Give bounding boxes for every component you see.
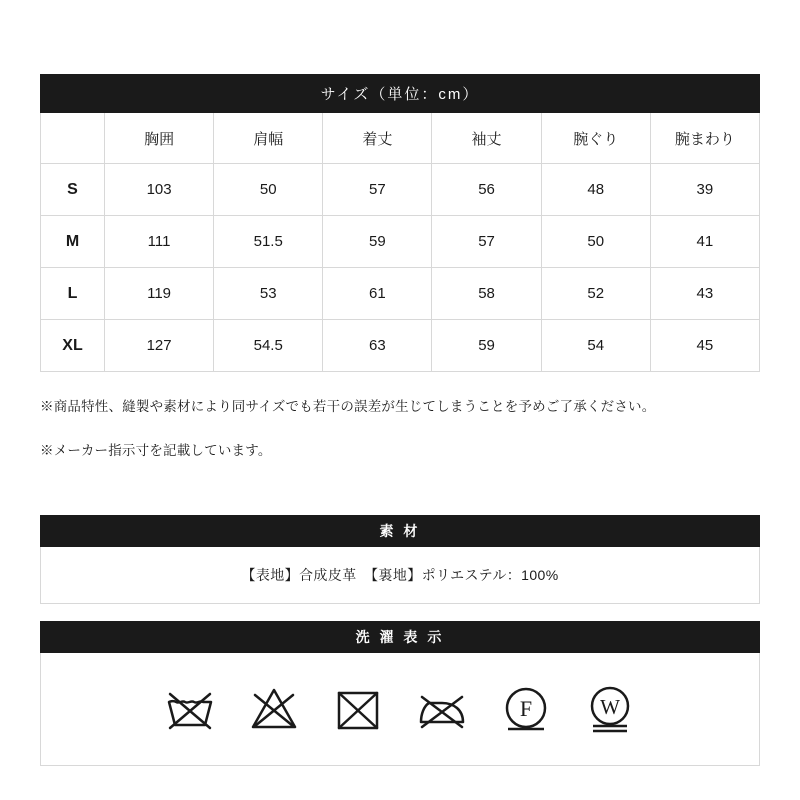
material-section-title: 素 材	[40, 515, 760, 547]
cell-xl-sleeve: 59	[432, 320, 541, 372]
cell-s-sleeve: 56	[432, 164, 541, 216]
svg-text:F: F	[519, 696, 533, 721]
cell-m-length: 59	[323, 216, 432, 268]
cell-l-length: 61	[323, 268, 432, 320]
cell-s-length: 57	[323, 164, 432, 216]
cell-xl-length: 63	[323, 320, 432, 372]
size-label-xl: XL	[41, 320, 105, 372]
cell-xl-armcircumference: 45	[650, 320, 759, 372]
no-bleach-icon	[249, 684, 299, 734]
cell-xl-armhole: 54	[541, 320, 650, 372]
cell-s-armhole: 48	[541, 164, 650, 216]
size-table-header-length: 着丈	[323, 113, 432, 164]
table-row	[41, 320, 760, 372]
size-table-header-sleeve: 袖丈	[432, 113, 541, 164]
note-manufacturer-spec: ※メーカー指示寸を記載しています。	[40, 442, 272, 458]
cell-l-sleeve: 58	[432, 268, 541, 320]
cell-l-armcircumference: 43	[650, 268, 759, 320]
size-table-header-row	[41, 113, 760, 164]
size-table	[40, 74, 760, 372]
cell-l-bust: 119	[105, 268, 214, 320]
size-table-section	[40, 74, 760, 372]
size-table-header-armcircumference: 腕まわり	[650, 113, 759, 164]
size-table-header-bust: 胸囲	[105, 113, 214, 164]
size-table-header-shoulder: 肩幅	[214, 113, 323, 164]
cell-m-sleeve: 57	[432, 216, 541, 268]
cell-m-armhole: 50	[541, 216, 650, 268]
wash-care-section-title: 洗 濯 表 示	[40, 621, 760, 653]
size-label-s: S	[41, 164, 105, 216]
cell-l-shoulder: 53	[214, 268, 323, 320]
cell-l-armhole: 52	[541, 268, 650, 320]
notes-section	[40, 396, 770, 483]
wash-care-section	[40, 621, 760, 766]
cell-s-shoulder: 50	[214, 164, 323, 216]
material-section-body: 【表地】合成皮革 【裏地】ポリエステル：100%	[40, 547, 760, 604]
cell-s-bust: 103	[105, 164, 214, 216]
material-section	[40, 515, 760, 604]
cell-xl-bust: 127	[105, 320, 214, 372]
cell-m-bust: 111	[105, 216, 214, 268]
size-label-l: L	[41, 268, 105, 320]
wash-care-icon-row	[40, 653, 760, 766]
cell-m-armcircumference: 41	[650, 216, 759, 268]
cell-xl-shoulder: 54.5	[214, 320, 323, 372]
note-measurement-tolerance: ※商品特性、縫製や素材により同サイズでも若干の誤差が生じてしまうことを予めご了承ください。	[40, 399, 656, 414]
table-row	[41, 216, 760, 268]
table-row	[41, 268, 760, 320]
no-iron-icon	[417, 684, 467, 734]
dryclean-petroleum-icon	[501, 684, 551, 734]
no-machine-wash-icon	[165, 684, 215, 734]
svg-text:W: W	[600, 695, 620, 719]
size-table-header-corner	[41, 113, 105, 164]
table-row	[41, 164, 760, 216]
size-table-title: サイズ（単位：cm）	[41, 75, 760, 113]
size-label-m: M	[41, 216, 105, 268]
cell-s-armcircumference: 39	[650, 164, 759, 216]
size-table-title-row	[41, 75, 760, 113]
no-tumble-dry-icon	[333, 684, 383, 734]
wet-clean-icon	[585, 684, 635, 734]
cell-m-shoulder: 51.5	[214, 216, 323, 268]
size-table-header-armhole: 腕ぐり	[541, 113, 650, 164]
